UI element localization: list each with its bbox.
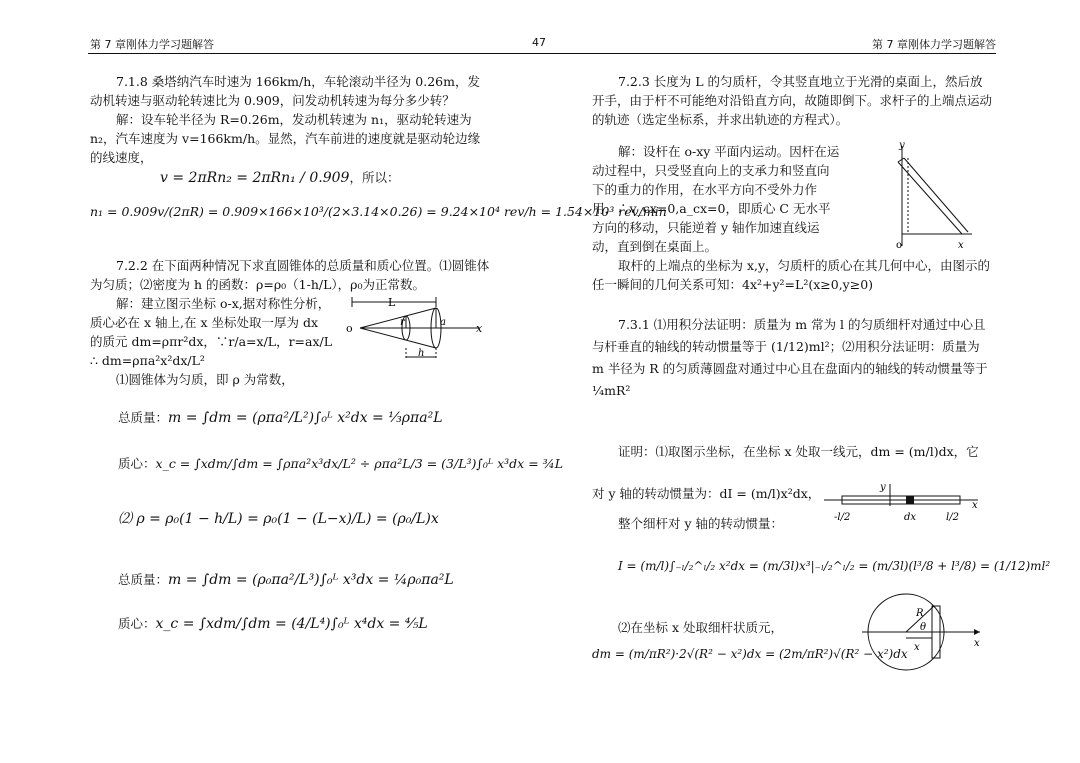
cm-2: [118, 614, 428, 632]
mass-2: [118, 570, 454, 588]
proof-2: 对 y 轴的转动惯量为：dI = (m/l)x²dx，: [592, 486, 821, 501]
eq-rho: ⑵ ρ = ρ₀(1 − h/L) = ρ₀(1 − (L−x)/L) = (ρ₀/L)x: [118, 511, 439, 527]
problem-7-3-1: 7.3.1 ⑴用积分法证明：质量为 m 常为 l 的匀质细杆对通过中心且与杆垂直的轴线的转动惯量等于 (1/12)ml²；⑵用积分法证明：质量为 m 半径为 R 的匀质薄圆盘对通过中心且在盘面内的轴线的转动惯量等于 ¼mR²: [592, 317, 988, 398]
solution-7-1-8: 解：设车轮半径为 R=0.26m，发动机转速为 n₁，驱动轮转速为 n₂，汽车速度为 v=166km/h。显然，汽车前进的速度就是驱动轮边缘的线速度，: [90, 112, 481, 165]
cm-1: [118, 454, 563, 472]
disk-figure: [858, 592, 988, 674]
fig723-x: x: [958, 240, 964, 251]
proof-1: 证明：⑴取图示坐标，在坐标 x 处取一线元，dm = (m/l)dx，它: [618, 444, 979, 459]
thin-rod-figure: [820, 476, 990, 524]
eq-n1-text: n₁ = 0.909v/(2πR) = 0.909×166×10³/(2×3.14×0.26) = 9.24×10⁴ rev/h = 1.54×10³ rev/min: [90, 204, 667, 219]
eq-I-text: I = (m/l)∫₋ₗ/₂^ₗ/₂ x²dx = (m/3l)x³|₋ₗ/₂^ₗ/₂ = (m/3l)(l³/8 + l³/8) = (1/12)ml²: [618, 559, 1051, 573]
figdisk-R: R: [916, 608, 924, 619]
problem-7-2-3: 7.2.3 长度为 L 的匀质杆，令其竖直地立于光滑的桌面上，然后放开手，由于杆不可能绝对沿铅直方向，故随即倒下。求杆子的上端点运动的轨迹（选定坐标系，并求出轨迹的方程式）。: [592, 74, 993, 127]
figrod-left: -l/2: [834, 512, 851, 523]
problem-7-1-8: 7.1.8 桑塔纳汽车时速为 166km/h，车轮滚动半径为 0.26m，发动机转速与驱动轮转速比为 0.909，问发动机转速为每分多少转？: [90, 74, 480, 108]
figdisk-x: x: [914, 642, 920, 653]
page-number: 47: [532, 36, 546, 49]
cone-label-r: r: [400, 317, 405, 328]
figdisk-theta: θ: [920, 622, 927, 633]
right-column: [592, 66, 994, 129]
eq-xc2: x_c = ∫xdm/∫dm = (4/L⁴)∫₀ᴸ x⁴dx = ⅘L: [155, 616, 428, 632]
problem-7-2-2: 7.2.2 在下面两种情况下求直圆锥体的总质量和质心位置。⑴圆锥体为匀质；⑵密度为 h 的函数：ρ=ρ₀（1-h/L），ρ₀为正常数。: [90, 258, 490, 292]
so-text: ，所以：: [349, 170, 400, 185]
eq-dm-text: dm = (m/πR²)·2√(R² − x²)dx = (2m/πR²)√(R² − x²)dx: [592, 647, 908, 661]
rho-2: [118, 508, 439, 528]
mass-label-2: 总质量：: [118, 572, 169, 587]
header-rule: [88, 53, 996, 54]
eq-I: [618, 558, 1050, 573]
proof-3: 整个细杆对 y 轴的转动惯量：: [618, 516, 784, 531]
fig723-o: o: [896, 240, 903, 251]
equation-v: [160, 168, 399, 186]
solution-7-2-3-b-block: [592, 256, 994, 294]
eq-m1: m = ∫dm = (ρπa²/L²)∫₀ᴸ x²dx = ⅓ρπa²L: [168, 410, 443, 426]
solution-7-2-2-a: 解：建立图示坐标 o-x,据对称性分析，: [116, 296, 331, 311]
cm-label-2: 质心：: [118, 616, 156, 631]
mass-1: [118, 408, 443, 426]
header-right: 第 7 章刚体力学习题解答: [872, 38, 996, 51]
case-1: ⑴圆锥体为匀质，即 ρ 为常数，: [116, 372, 294, 387]
equation-n1: [90, 204, 667, 220]
eq-m2: m = ∫dm = (ρ₀πa²/L³)∫₀ᴸ x³dx = ¼ρ₀πa²L: [168, 572, 454, 588]
cone-label-h: h: [418, 348, 425, 359]
cm-label-1: 质心：: [118, 456, 156, 471]
figrod-y: y: [880, 482, 886, 493]
solution-7-2-2-d: ∴ dm=ρπa²x²dx/L²: [90, 353, 205, 368]
eq-xc1: x_c = ∫xdm/∫dm = ∫ρπa²x³dx/L² ÷ ρπa²L/3 = (3/L³)∫₀ᴸ x³dx = ¾L: [155, 456, 564, 471]
mass-label-1: 总质量：: [118, 410, 169, 425]
proof-4: ⑵在坐标 x 处取细杆状质元，: [618, 620, 783, 635]
problem-7-3-1-block: [592, 314, 994, 402]
solution-7-2-3-b: 取杆的上端点的坐标为 x,y，匀质杆的质心在其几何中心，由图示的任一瞬间的几何关系可知：4x²+y²=L²(x≥0,y≥0): [592, 258, 991, 292]
cone-label-L: L: [388, 296, 396, 309]
solution-7-2-3: 解：设杆在 o-xy 平面内运动。因杆在运动过程中，只受竖直向上的支承力和竖直向下的重力的作用，在水平方向不受外力作用，∴v_cx=0,a_cx=0，即质心 C 无水平方向的移动，只能逆着 y 轴作加速直线运动，直到倒在桌面上。: [592, 144, 840, 254]
eq-v-text: v = 2πRn₂ = 2πRn₁ / 0.909: [160, 170, 350, 186]
cone-label-a: a: [440, 317, 446, 328]
figdisk-xaxis: x: [974, 638, 980, 649]
rod-fall-figure: [862, 138, 982, 258]
cone-label-x: x: [476, 322, 483, 335]
header-left: 第 7 章刚体力学习题解答: [90, 38, 214, 51]
left-column: [90, 66, 492, 167]
cone-figure: [340, 294, 490, 366]
figrod-x: x: [972, 500, 978, 511]
figrod-dx: dx: [904, 512, 917, 523]
solution-7-2-2-c: 的质元 dm=ρπr²dx，∵r/a=x/L，r=ax/L: [90, 334, 333, 349]
solution-7-2-2-b: 质心必在 x 轴上,在 x 坐标处取一厚为 dx: [90, 315, 318, 330]
fig723-y: y: [899, 140, 905, 151]
figrod-right: l/2: [946, 512, 959, 523]
cone-label-o: o: [346, 322, 353, 335]
solution-7-2-3-block: [592, 142, 840, 256]
